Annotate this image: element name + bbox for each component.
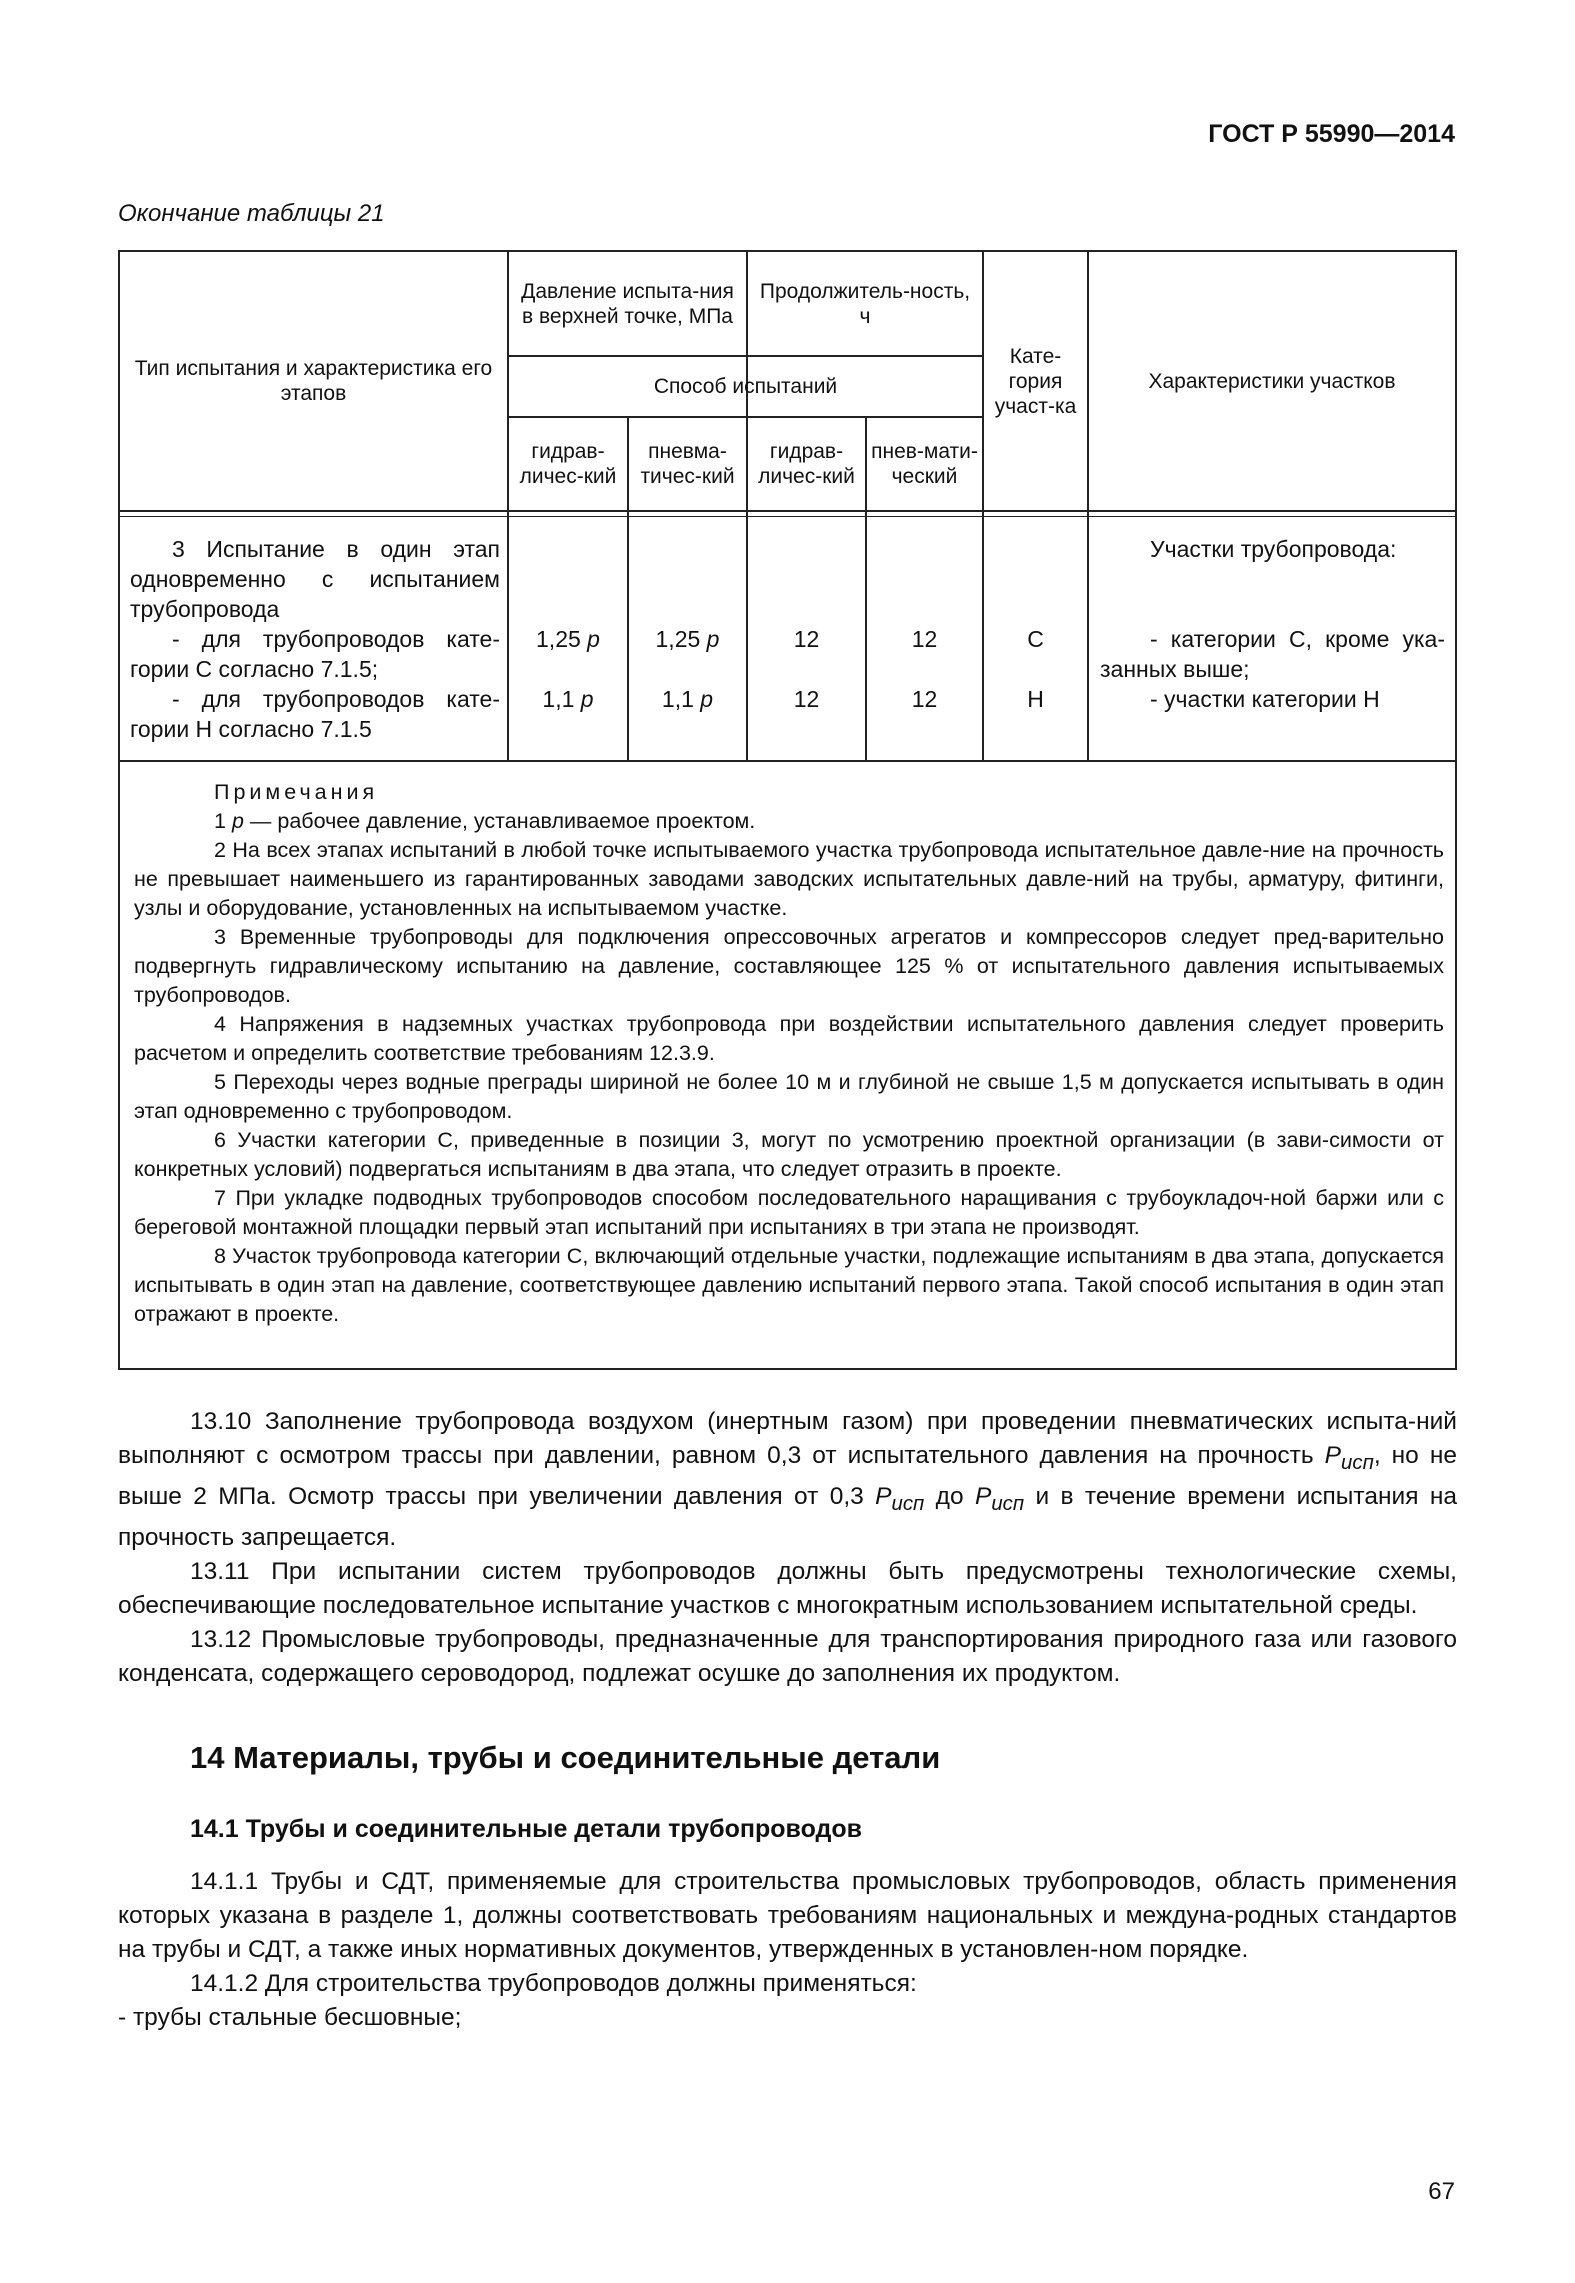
header-method: Способ испытаний — [653, 375, 838, 398]
cell-b-pressure-pneu: 1,1 р — [661, 686, 714, 712]
paragraph-14-1-2: 14.1.2 Для строительства трубопроводов должны применяться: — [190, 1970, 917, 1997]
paragraph-14-1-1: 14.1.1 Трубы и СДТ, применяемые для строительства промысловых трубопроводов, область применения которых указана в разделе 1, должны соответствовать требованиям национальных и междуна-родных стандартов на трубы и СДТ, а также иных нормативных документов, утвержденных в установлен-ном порядке. — [118, 1868, 1457, 1963]
document-id: ГОСТ Р 55990—2014 — [1208, 120, 1455, 148]
cell-a-category: С — [1027, 626, 1044, 652]
cell-b-pressure-hyd: 1,1 р — [542, 686, 594, 712]
cell-a-pressure-pneu: 1,25 р — [655, 626, 720, 652]
subheader-pneumatic: пневма-тичес-кий — [640, 440, 735, 488]
row-title: 3 Испытание в один этап одновременно с испытанием трубопровода — [130, 536, 500, 622]
header-divider-2 — [120, 516, 1455, 517]
paragraph-13-12: 13.12 Промысловые трубопроводы, предназначенные для транспортирования природного газа или газового конденсата, содержащего сероводород, подлежат осушке до заполнения их продуктом. — [118, 1625, 1457, 1687]
body-section-14 — [118, 1865, 1457, 2035]
table-notes — [134, 778, 1444, 1329]
cell-a-duration-hyd: 12 — [793, 626, 820, 652]
row-b-label: - для трубопроводов кате-гории Н согласно 7.1.5 — [130, 686, 500, 742]
char-a: - категории С, кроме ука-занных выше; — [1100, 626, 1445, 682]
note-6: 6 Участки категории С, приведенные в позиции 3, могут по усмотрению проектной организации (в зави-симости от конкретных условий) подвергаться испытаниям в два этапа, что следует отразить в проекте. — [134, 1128, 1444, 1181]
notes-heading: Примечания — [214, 780, 379, 804]
cell-b-duration-pneu: 12 — [911, 686, 938, 712]
subsection-14-1-heading: 14.1 Трубы и соединительные детали трубопроводов — [190, 1815, 863, 1843]
header-type: Тип испытания и характеристика его этапов — [134, 357, 493, 405]
page-number: 67 — [1428, 2178, 1455, 2205]
note-7: 7 При укладке подводных трубопроводов способом последовательного наращивания с трубоукладоч-ной баржи или с береговой монтажной площадки первый этап испытаний при испытаниях в три этапа не производят. — [134, 1186, 1444, 1239]
subheader-hydraulic: гидрав-личес-кий — [519, 440, 617, 488]
row-characteristics — [1100, 534, 1445, 714]
note-8: 8 Участок трубопровода категории С, включающий отдельные участки, подлежащие испытаниям в два этапа, допускается испытывать в один этап на давление, соответствующее давлению испытаний первого этапа. Такой способ испытания в один этап отражают в проекте. — [134, 1244, 1444, 1326]
char-b: - участки категории Н — [1150, 686, 1380, 712]
header-category: Кате-гория участ-ка — [994, 344, 1077, 418]
body-section-13 — [118, 1405, 1457, 1691]
note-3: 3 Временные трубопроводы для подключения опрессовочных агрегатов и компрессоров следует пред-варительно подвергнуть гидравлическому испытанию на давление, составляющее 125 % от испытательного давления испытываемых трубопроводов. — [134, 925, 1444, 1007]
paragraph-13-10: 13.10 Заполнение трубопровода воздухом (инертным газом) при проведении пневматических испыта-ний выполняют с осмотром трассы при давлении, равном 0,3 от испытательного давления на прочность $Р_{исп}$, но не выше 2 МПа. Осмотр трассы при увеличении давления от 0,3 $Р_{исп}$ до $Р_{исп}$ и в течение времени испытания на прочность запрещается. — [118, 1408, 1457, 1551]
subheader-hydraulic: гидрав-личес-кий — [758, 440, 855, 488]
note-1: 1 р — рабочее давление, устанавливаемое проектом. — [214, 809, 756, 833]
paragraph-13-11: 13.11 При испытании систем трубопроводов должны быть предусмотрены технологические схемы, обеспечивающие последовательное испытание участков с многократным использованием испытательной среды. — [118, 1557, 1457, 1619]
table-21 — [118, 250, 1457, 1370]
subheader-pneumatic: пнев-мати-ческий — [871, 440, 978, 488]
table-caption: Окончание таблицы 21 — [118, 200, 385, 227]
note-4: 4 Напряжения в надземных участках трубопровода при воздействии испытательного давления следует проверить расчетом и определить соответствие требованиям 12.3.9. — [134, 1012, 1444, 1065]
header-characteristics: Характеристики участков — [1148, 369, 1396, 393]
list-item: - трубы стальные бесшовные; — [118, 2004, 462, 2031]
body-divider — [120, 760, 1455, 762]
section-14-heading: 14 Материалы, трубы и соединительные детали — [190, 1740, 941, 1775]
cell-a-pressure-hyd: 1,25 р — [536, 626, 600, 652]
cell-b-duration-hyd: 12 — [793, 686, 820, 712]
header-duration: Продолжитель-ность, ч — [759, 279, 971, 328]
note-5: 5 Переходы через водные преграды шириной не более 10 м и глубиной не свыше 1,5 м допускается испытывать в один этап одновременно с трубопроводом. — [134, 1070, 1444, 1123]
row-description — [130, 534, 500, 744]
header-divider — [120, 510, 1455, 512]
note-2: 2 На всех этапах испытаний в любой точке испытываемого участка трубопровода испытательное давле-ние на прочность не превышает наименьшего из гарантированных заводами заводских испытательных давле-ний на трубы, арматуру, фитинги, узлы и оборудование, установленных на испытываемом участке. — [134, 838, 1444, 920]
char-title: Участки трубопровода: — [1150, 536, 1397, 562]
cell-a-duration-pneu: 12 — [911, 626, 938, 652]
cell-b-category: Н — [1027, 686, 1044, 712]
row-a-label: - для трубопроводов кате-гории С согласно 7.1.5; — [130, 626, 500, 682]
header-pressure: Давление испыта-ния в верхней точке, МПа — [521, 279, 734, 328]
